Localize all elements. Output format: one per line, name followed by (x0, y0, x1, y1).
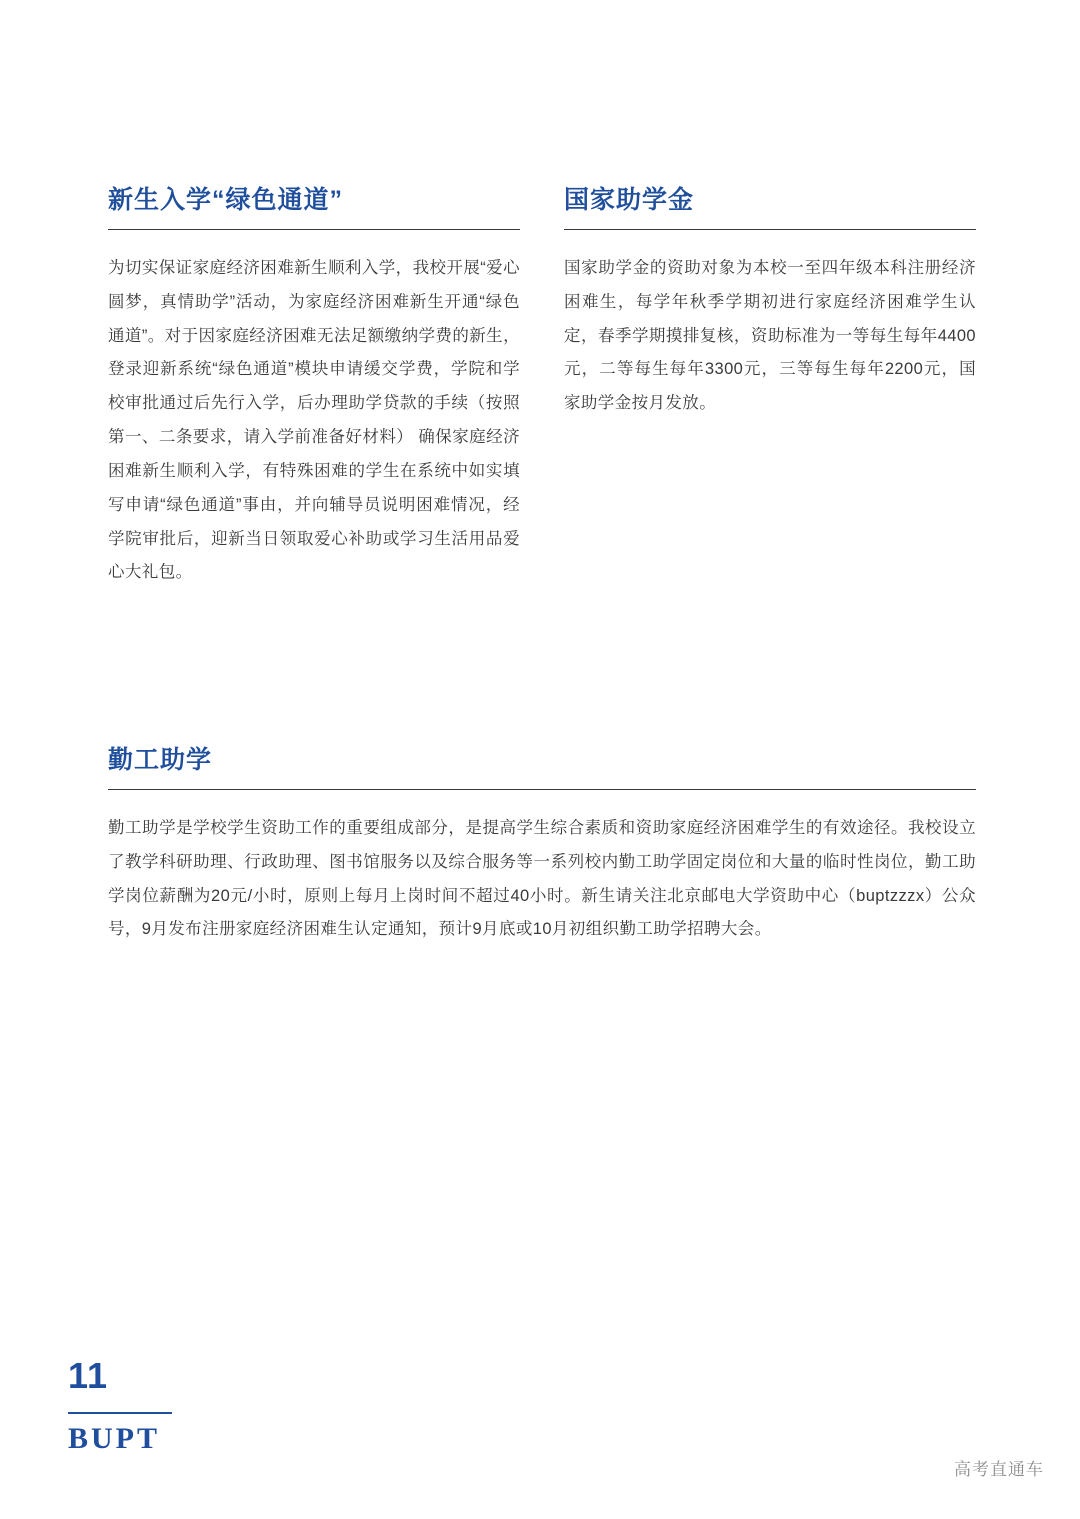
section-body: 国家助学金的资助对象为本校一至四年级本科注册经济困难生，每学年秋季学期初进行家庭经济困难学生认定，春季学期摸排复核，资助标准为一等每生每年4400元，二等每生每年3300元，三等每生每年2200元，国家助学金按月发放。 (564, 259, 976, 413)
section-title: 新生入学“绿色通道” (108, 186, 344, 214)
logo-divider (68, 1412, 172, 1414)
title-divider (108, 229, 520, 230)
title-divider (564, 229, 976, 230)
section-green-channel (108, 185, 520, 590)
two-column-layout (108, 185, 976, 590)
section-national-grant (564, 185, 976, 590)
watermark: 高考直通车 (954, 1460, 1044, 1479)
title-divider (108, 789, 976, 790)
section-body: 勤工助学是学校学生资助工作的重要组成部分，是提高学生综合素质和资助家庭经济困难学生的有效途径。我校设立了教学科研助理、行政助理、图书馆服务以及综合服务等一系列校内勤工助学固定岗位和大量的临时性岗位，勤工助学岗位薪酬为20元/小时，原则上每月上岗时间不超过40小时。新生请关注北京邮电大学资助中心（buptzzzx）公众号，9月发布注册家庭经济困难生认定通知，预计9月底或10月初组织勤工助学招聘大会。 (108, 819, 976, 939)
page-number: 11 (68, 1355, 109, 1396)
section-work-study (108, 745, 976, 947)
section-title: 勤工助学 (108, 746, 213, 774)
section-title: 国家助学金 (564, 186, 695, 214)
bupt-logo: BUPT (68, 1422, 161, 1455)
section-body: 为切实保证家庭经济困难新生顺利入学，我校开展“爱心圆梦，真情助学”活动，为家庭经济困难新生开通“绿色通道”。对于因家庭经济困难无法足额缴纳学费的新生，登录迎新系统“绿色通道”模块申请缓交学费，学院和学校审批通过后先行入学，后办理助学贷款的手续（按照第一、二条要求，请入学前准备好材料） 确保家庭经济困难新生顺利入学，有特殊困难的学生在系统中如实填写申请“绿色通道”事由，并向辅导员说明困难情况，经学院审批后，迎新当日领取爱心补助或学习生活用品爱心大礼包。 (108, 259, 520, 582)
